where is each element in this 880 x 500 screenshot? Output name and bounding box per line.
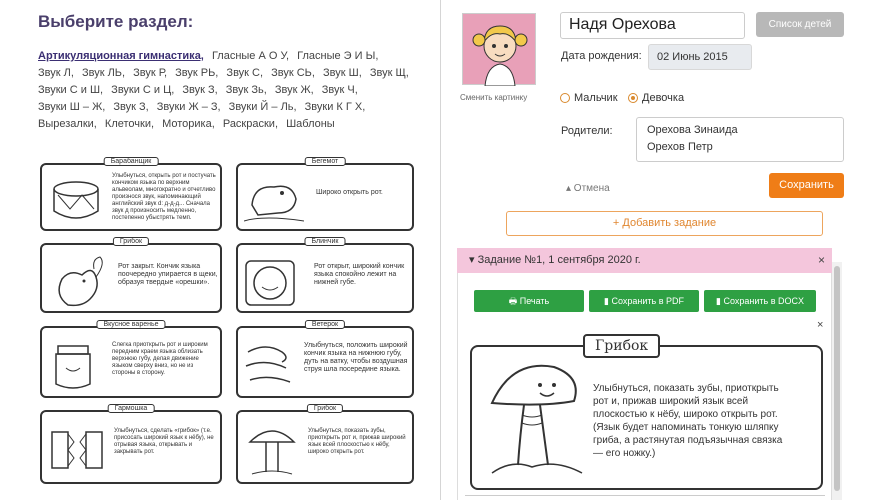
close-task-icon[interactable]: × [817,253,825,267]
category-link[interactable]: Звуки Ш – Ж, [38,101,106,113]
category-link[interactable]: Шаблоны [286,118,335,130]
cancel-link[interactable]: ▴ Отмена [566,183,610,194]
scrollbar[interactable] [832,262,842,500]
category-link[interactable]: Звук Л, [38,67,74,79]
card-text: Рот открыт, широкий кончик языка спокойно лежит на нижней губе. [314,263,405,286]
task-header[interactable] [457,248,832,273]
category-link[interactable]: Моторика, [162,118,215,130]
radio-icon [560,93,570,103]
category-link[interactable]: Звук Щ, [369,67,409,79]
child-avatar [462,13,536,85]
girl-avatar-icon [463,14,537,86]
card-accordion[interactable] [40,405,222,484]
category-link[interactable]: Звуки Ж – З, [156,101,221,113]
gender-boy-radio[interactable] [560,92,618,104]
mushroom-icon [242,420,302,480]
exercise-card-text: Улыбнуться, показать зубы, приоткрыть рот и, прижав широкий язык всей плоскостью к нёбу, широко открыть рот. (Язык будет напоминать тонкую шляпку гриба, а растянутая подъязычная связка — его ножку.) [593,383,783,459]
category-link[interactable]: Гласные Э И Ы, [297,50,379,62]
category-link[interactable]: Звук ЛЬ, [81,67,126,79]
add-task-button[interactable]: + Добавить задание [506,211,823,236]
gender-girl-radio[interactable] [628,92,684,104]
category-link[interactable]: Звуки С и Ш, [38,84,104,96]
squirrel-icon [48,255,108,310]
parents-label: Родители: [561,125,613,137]
category-link[interactable]: Звуки К Г Х, [304,101,366,113]
close-card-icon[interactable]: × [817,319,824,331]
category-links [38,48,418,133]
category-link[interactable]: Звуки С и Ц, [111,84,175,96]
category-link[interactable]: Звуки Й – Ль, [228,101,297,113]
card-title: Гармошка [108,404,155,413]
card-title: Грибок [113,237,149,246]
card-title: Барабанщик [104,157,159,166]
card-text: Улыбнуться, положить широкий кончик языка на нижнюю губу, дуть на ватку, чтобы воздушная струя шла посередине языка. [304,342,408,373]
category-link[interactable]: Звук Зь, [225,84,267,96]
category-link[interactable]: Звук Р, [133,67,168,79]
category-link[interactable]: Звук С, [226,67,264,79]
save-pdf-button[interactable] [589,290,699,312]
gender-girl-label: Девочка [642,92,685,104]
radio-selected-icon [628,93,638,103]
kids-list-button[interactable]: Список детей [756,12,844,37]
wind-icon [242,336,302,394]
dob-field[interactable]: 02 Июнь 2015 [648,44,752,70]
card-text: Улыбнуться, открыть рот и постучать кончиком языка по верхним альвеолам, многократно и отчетливо произнося звук, напоминающий английский звук d: д-д-д... Сначала звук д произносить медленно, постепенно убыстрять темп. [112,173,216,221]
category-link[interactable]: Звук Ш, [323,67,362,79]
change-picture-link[interactable]: Сменить картинку [460,93,528,102]
card-text: Широко открыть рот. [316,189,383,196]
category-link[interactable]: Звук РЬ, [175,67,219,79]
category-link[interactable]: Артикуляционная гимнастика, [38,50,204,62]
dob-label: Дата рождения: [561,50,642,62]
category-link[interactable]: Раскраски, [222,118,278,130]
jam-jar-icon [48,336,108,394]
category-link[interactable]: Звук Ж, [274,84,314,96]
card-wind[interactable] [236,321,414,398]
card-title: Бегемот [305,157,346,166]
category-link[interactable]: Звук З, [113,101,149,113]
exercise-card-title: Грибок [583,334,660,358]
child-name-input[interactable]: Надя Орехова [560,12,745,39]
card-title: Ветерок [305,320,345,329]
card-text: Слегка приоткрыть рот и широким передним краем языка облизать верхнюю губу, делая движение языком сверху вниз, но не из стороны в сторону. [112,342,208,376]
card-jam[interactable] [40,321,222,398]
pancake-icon [242,255,302,310]
mushroom-illustration-icon [482,355,592,485]
card-text: Улыбнуться, показать зубы, приоткрыть рот и, прижав широкий язык всей плоскостью к нёбу, широко открыть рот. [308,428,406,455]
parent-line: Орехов Петр [647,141,713,153]
divider [465,495,825,496]
gender-boy-label: Мальчик [574,92,618,104]
category-link[interactable]: Гласные А О У, [211,50,290,62]
panel-divider [440,0,441,500]
parents-textarea[interactable] [636,117,844,162]
category-link[interactable]: Звук З, [182,84,218,96]
printer-icon: 🖶 [508,296,520,306]
drum-icon [48,175,108,225]
save-button[interactable]: Сохранить [769,173,844,198]
card-nut[interactable] [40,238,222,313]
category-link[interactable]: Звук Ч, [321,84,358,96]
accordion-icon [48,422,108,480]
card-drummer[interactable] [40,158,222,231]
print-button[interactable] [474,290,584,312]
card-title: Вкусное варенье [96,320,165,329]
category-link[interactable]: Клеточки, [104,118,155,130]
card-mushroom[interactable] [236,405,414,484]
card-text: Рот закрыт. Кончик языка поочередно упирается в щеки, образуя твердые «орешки». [118,263,218,286]
card-pancake[interactable] [236,238,414,313]
card-text: Улыбнуться, сделать «грибок» (т.е. присосать широкий язык к нёбу), не отрывая языка, открывать и закрывать рот. [114,428,214,455]
sections-heading: Выберите раздел: [38,12,194,31]
print-label: Печать [519,296,550,306]
card-hippo[interactable] [236,158,414,231]
save-pdf-label: Сохранить в PDF [611,296,684,306]
parent-line: Орехова Зинаида [647,124,738,136]
category-link[interactable]: Вырезалки, [38,118,97,130]
save-docx-button[interactable] [704,290,816,312]
task-title: ▾ Задание №1, 1 сентября 2020 г. [469,254,641,266]
hippo-icon [244,175,304,225]
file-icon: ▮ [604,296,612,306]
card-title: Грибок [307,404,343,413]
file-icon: ▮ [716,296,724,306]
category-link[interactable]: Звук СЬ, [271,67,315,79]
card-title: Блинчик [305,237,346,246]
scrollbar-thumb[interactable] [834,266,840,491]
save-docx-label: Сохранить в DOCX [723,296,804,306]
